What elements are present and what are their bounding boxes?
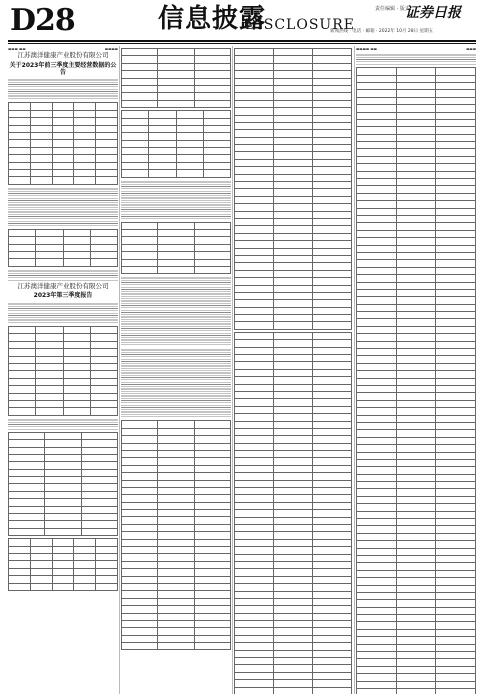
- data-table: [234, 48, 352, 330]
- data-table: [8, 538, 118, 591]
- announcement-title: 2023年第三季度报告: [33, 292, 93, 300]
- data-table: [234, 332, 352, 694]
- data-table: [8, 432, 118, 536]
- body-text: [8, 302, 118, 324]
- header-rule: [8, 40, 476, 42]
- editor-line: 责任编辑 · 版式: [375, 6, 410, 12]
- column-divider: [354, 46, 355, 694]
- data-table: [121, 222, 231, 275]
- page-number: D28: [10, 3, 75, 38]
- paper-logo: 证券日报: [405, 5, 461, 21]
- announcement-company: 江苏澳洋健康产业股份有限公司: [17, 281, 109, 290]
- body-text: [8, 418, 118, 430]
- body-text: [121, 348, 231, 418]
- body-text: [356, 53, 476, 65]
- column-4: [356, 46, 476, 694]
- header-rule-thin: [8, 43, 476, 44]
- data-table: [8, 102, 118, 184]
- data-table: [121, 420, 231, 650]
- body-text: [121, 180, 231, 220]
- section-title: 信息披露: [158, 4, 267, 34]
- masthead: [0, 0, 484, 44]
- column-divider: [119, 46, 120, 694]
- data-table: [8, 326, 118, 416]
- announcement-meta: ▬▬▬ ▬▬ ▬▬▬▬: [8, 47, 118, 51]
- data-table: [121, 110, 231, 178]
- data-table: [8, 229, 118, 267]
- column-3: [234, 46, 352, 694]
- announcement-meta: ▬▬▬▬ ▬▬ ▬▬▬: [356, 47, 476, 51]
- column-1: [8, 46, 118, 694]
- announcement-title: 关于2023年前三季度主要经营数据的公告: [9, 61, 117, 76]
- data-table: [356, 67, 476, 694]
- section-english-title: DISCLOSURE: [245, 17, 355, 33]
- body-text: [121, 276, 231, 346]
- column-2: [121, 46, 231, 694]
- body-text: [8, 269, 118, 281]
- announcement-company: 江苏澳洋健康产业股份有限公司: [17, 51, 109, 60]
- data-table: [121, 48, 231, 108]
- column-divider: [232, 46, 233, 694]
- body-text: [8, 78, 118, 100]
- body-text: [8, 187, 118, 227]
- contact-line: 新闻热线 · 电话 · 邮箱 · 2022年 10月 28日 星期五: [330, 29, 434, 34]
